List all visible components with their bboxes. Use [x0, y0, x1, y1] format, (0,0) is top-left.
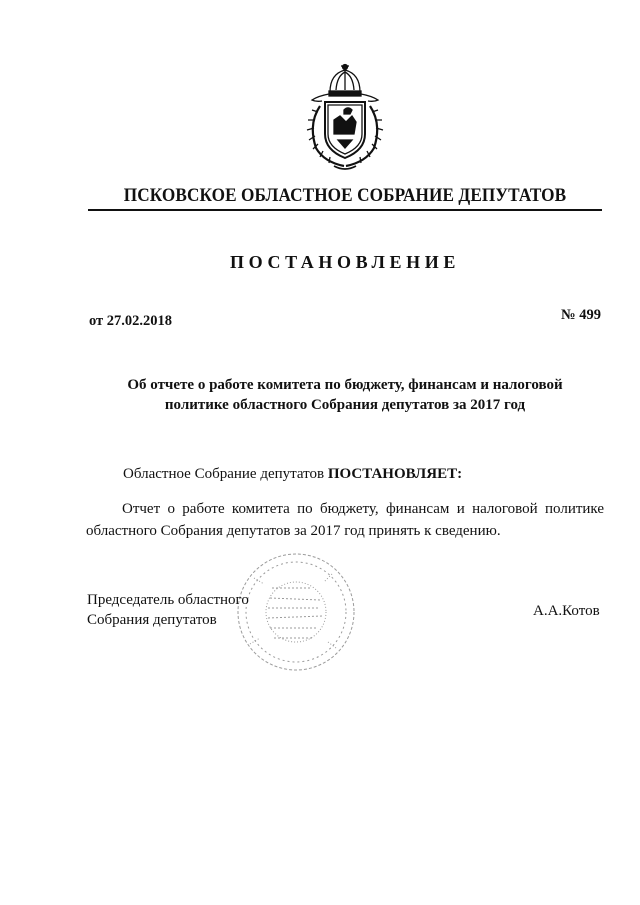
document-date: от 27.02.2018 [89, 313, 173, 329]
decree-intro: Областное Собрание депутатов [123, 466, 325, 482]
decree-verb: ПОСТАНОВЛЯЕТ: [327, 466, 463, 482]
header-divider [88, 209, 602, 211]
signatory-title-line-2: Собрания депутатов [87, 612, 217, 628]
signatory-name: А.А.Котов [533, 603, 600, 619]
official-seal-stamp [232, 548, 360, 676]
document-type-title: ПОСТАНОВЛЕНИЕ [230, 252, 460, 272]
subject-line-1: Об отчете о работе комитета по бюджету, финансам и налоговой [127, 377, 563, 393]
signatory-title-line-1: Председатель областного [87, 592, 249, 608]
signatory-title [87, 590, 249, 630]
decree-body-text: Отчет о работе комитета по бюджету, финансам и налоговой политике областного Собрания депутатов за 2017 год принять к сведению. [86, 501, 604, 539]
decree-statement [123, 466, 462, 483]
document-subject [88, 375, 602, 415]
organization-name: ПСКОВСКОЕ ОБЛАСТНОЕ СОБРАНИЕ ДЕПУТАТОВ [123, 186, 567, 206]
document-number: № 499 [561, 307, 601, 323]
subject-line-2: политике областного Собрания депутатов за 2017 год [164, 397, 526, 413]
coat-of-arms-emblem [300, 62, 390, 174]
